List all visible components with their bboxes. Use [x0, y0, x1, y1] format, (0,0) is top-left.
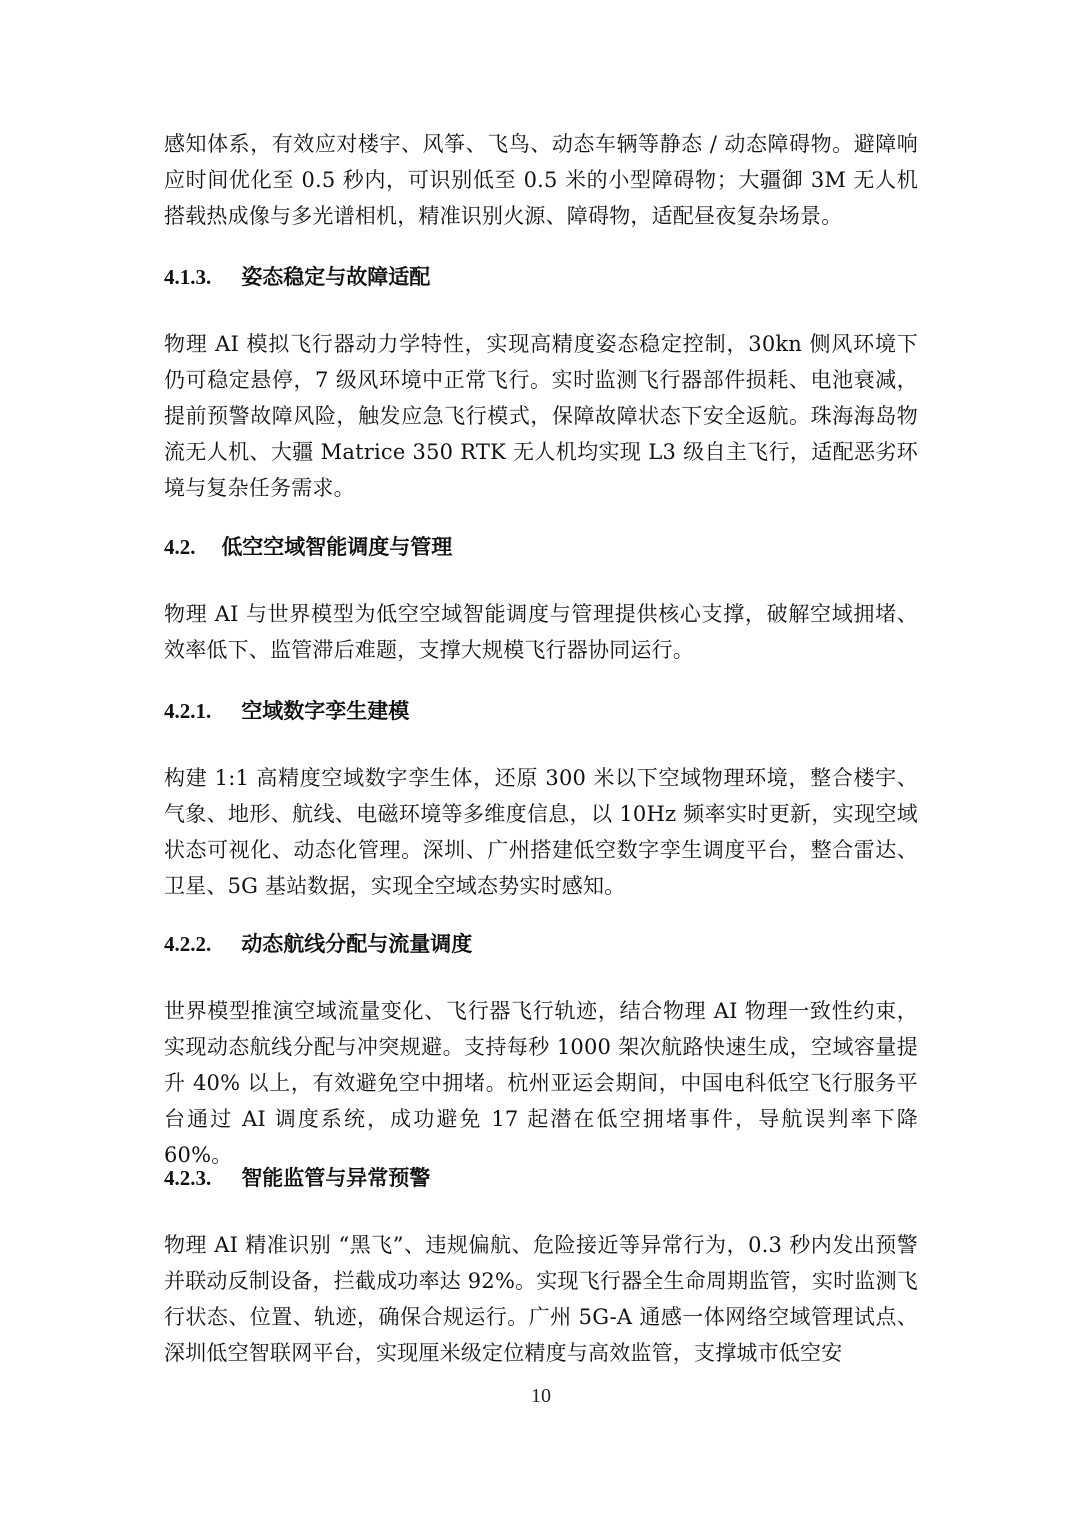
section-title: 低空空域智能调度与管理 — [221, 534, 453, 559]
page-number: 10 — [531, 1385, 551, 1407]
section-title: 姿态稳定与故障适配 — [241, 264, 431, 289]
paragraph-obstacle-perception: 感知体系，有效应对楼宇、风筝、飞鸟、动态车辆等静态 / 动态障碍物。避障响应时间优化至 0.5 秒内，可识别低至 0.5 米的小型障碍物；大疆御 3M 无人机搭载热成像与多光谱相机，精准识别火源、障碍物，适配昼夜复杂场景。 — [164, 132, 918, 228]
section-number: 4.2.2. — [164, 932, 212, 956]
section-heading-4-2-2 — [164, 929, 472, 959]
paragraph-digital-twin: 构建 1:1 高精度空域数字孪生体，还原 300 米以下空域物理环境，整合楼宇、气象、地形、航线、电磁环境等多维度信息，以 10Hz 频率实时更新，实现空域状态可视化、动态化管理。深圳、广州搭建低空数字孪生调度平台，整合雷达、卫星、5G 基站数据，实现全空域态势实时感知。 — [164, 766, 918, 898]
section-title: 动态航线分配与流量调度 — [241, 931, 473, 956]
section-number: 4.2. — [164, 535, 196, 559]
section-heading-4-1-3 — [164, 262, 430, 292]
section-title: 智能监管与异常预警 — [241, 1165, 431, 1190]
section-heading-4-2-1 — [164, 696, 409, 726]
section-heading-4-2 — [164, 532, 452, 562]
section-number: 4.2.3. — [164, 1166, 212, 1190]
section-number: 4.2.1. — [164, 699, 212, 723]
paragraph-attitude-stability: 物理 AI 模拟飞行器动力学特性，实现高精度姿态稳定控制，30kn 侧风环境下仍可稳定悬停，7 级风环境中正常飞行。实时监测飞行器部件损耗、电池衰减，提前预警故障风险，触发应急飞行模式，保障故障状态下安全返航。珠海海岛物流无人机、大疆 Matrice 350 RTK 无人机均实现 L3 级自主飞行，适配恶劣环境与复杂任务需求。 — [164, 332, 918, 500]
section-title: 空域数字孪生建模 — [241, 698, 410, 723]
section-number: 4.1.3. — [164, 265, 212, 289]
paragraph-airspace-scheduling: 物理 AI 与世界模型为低空空域智能调度与管理提供核心支撑，破解空域拥堵、效率低下、监管滞后难题，支撑大规模飞行器协同运行。 — [164, 602, 918, 662]
section-heading-4-2-3 — [164, 1163, 430, 1193]
paragraph-route-allocation: 世界模型推演空域流量变化、飞行器飞行轨迹，结合物理 AI 物理一致性约束，实现动态航线分配与冲突规避。支持每秒 1000 架次航路快速生成，空域容量提升 40% 以上，有效避免空中拥堵。杭州亚运会期间，中国电科低空飞行服务平台通过 AI 调度系统，成功避免 17 起潜在低空拥堵事件，导航误判率下降 60%。 — [164, 999, 918, 1167]
paragraph-intelligent-supervision: 物理 AI 精准识别 “黑飞”、违规偏航、危险接近等异常行为，0.3 秒内发出预警并联动反制设备，拦截成功率达 92%。实现飞行器全生命周期监管，实时监测飞行状态、位置、轨迹，确保合规运行。广州 5G-A 通感一体网络空域管理试点、深圳低空智联网平台，实现厘米级定位精度与高效监管，支撑城市低空安 — [164, 1233, 918, 1365]
